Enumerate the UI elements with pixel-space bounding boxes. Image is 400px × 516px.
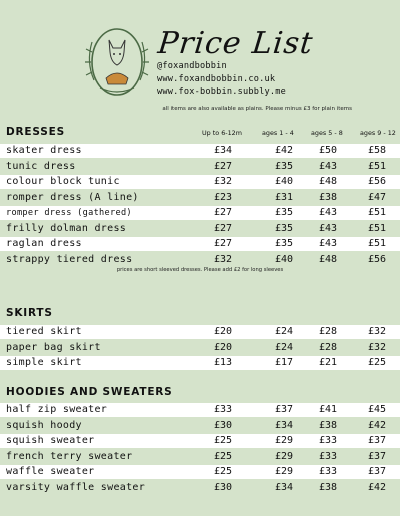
- table-row: [0, 403, 400, 417]
- price-cell: £17: [274, 357, 294, 368]
- price-cell: £37: [274, 404, 294, 415]
- price-cell: £51: [367, 160, 387, 172]
- table-row: [0, 434, 400, 448]
- col-head-2: ages 5 - 8: [311, 129, 343, 137]
- section-title-dresses: DRESSES: [6, 126, 65, 138]
- price-cell: £27: [213, 160, 233, 172]
- price-cell: £34: [274, 481, 294, 493]
- header: [0, 0, 400, 122]
- price-cell: £48: [318, 253, 338, 265]
- website-link-2[interactable]: www.fox-bobbin.subbly.me: [157, 87, 286, 98]
- item-name: frilly dolman dress: [6, 222, 127, 234]
- item-name: varsity waffle sweater: [6, 481, 146, 493]
- price-cell: £28: [318, 326, 338, 337]
- price-cell: £58: [367, 145, 387, 156]
- table-row: [0, 356, 400, 370]
- price-cell: £33: [318, 466, 338, 477]
- price-cell: £38: [318, 191, 338, 203]
- plain-items-note: all items are also available as plains. Please minus £3 for plain items: [162, 106, 352, 112]
- item-name: strappy tiered dress: [6, 253, 133, 265]
- price-cell: £29: [274, 466, 294, 477]
- price-cell: £20: [213, 326, 233, 337]
- table-row: [0, 481, 400, 495]
- price-cell: £56: [367, 176, 387, 187]
- price-cell: £48: [318, 176, 338, 187]
- price-cell: £45: [367, 404, 387, 415]
- item-name: raglan dress: [6, 238, 82, 249]
- price-cell: £29: [274, 450, 294, 462]
- price-cell: £33: [213, 404, 233, 415]
- price-cell: £42: [367, 419, 387, 431]
- price-cell: £47: [367, 191, 387, 203]
- item-name: waffle sweater: [6, 466, 95, 477]
- price-cell: £27: [213, 222, 233, 234]
- social-handle: @foxandbobbin: [157, 61, 227, 71]
- section-title-skirts: SKIRTS: [6, 307, 53, 319]
- price-cell: £27: [213, 207, 233, 218]
- table-row: [0, 175, 400, 189]
- price-cell: £35: [274, 238, 294, 249]
- price-cell: £35: [274, 222, 294, 234]
- price-cell: £51: [367, 222, 387, 234]
- price-cell: £38: [318, 481, 338, 493]
- price-cell: £24: [274, 341, 294, 353]
- table-row: [0, 144, 400, 158]
- price-cell: £34: [213, 145, 233, 156]
- table-row: [0, 465, 400, 479]
- price-cell: £25: [213, 450, 233, 462]
- price-cell: £27: [213, 238, 233, 249]
- price-cell: £13: [213, 357, 233, 368]
- price-cell: £43: [318, 207, 338, 218]
- price-cell: £20: [213, 341, 233, 353]
- table-row: [0, 341, 400, 355]
- price-cell: £56: [367, 253, 387, 265]
- item-name: romper dress (A line): [6, 191, 139, 203]
- price-cell: £32: [367, 341, 387, 353]
- price-cell: £40: [274, 176, 294, 187]
- item-name: simple skirt: [6, 357, 82, 368]
- price-cell: £42: [367, 481, 387, 493]
- table-row: [0, 206, 400, 220]
- price-cell: £25: [213, 466, 233, 477]
- table-row: [0, 450, 400, 464]
- price-cell: £32: [367, 326, 387, 337]
- price-cell: £38: [318, 419, 338, 431]
- website-link-1[interactable]: www.foxandbobbin.co.uk: [157, 74, 276, 85]
- price-cell: £33: [318, 450, 338, 462]
- price-cell: £31: [274, 191, 294, 203]
- price-cell: £30: [213, 419, 233, 431]
- item-name: romper dress (gathered): [6, 208, 132, 218]
- item-name: squish sweater: [6, 435, 95, 446]
- item-name: squish hoody: [6, 419, 82, 431]
- table-row: [0, 253, 400, 267]
- price-cell: £25: [367, 357, 387, 368]
- fox-logo: [80, 18, 154, 102]
- table-row: [0, 419, 400, 433]
- price-cell: £23: [213, 191, 233, 203]
- price-cell: £43: [318, 238, 338, 249]
- item-name: french terry sweater: [6, 450, 133, 462]
- table-row: [0, 222, 400, 236]
- price-cell: £32: [213, 176, 233, 187]
- price-cell: £50: [318, 145, 338, 156]
- price-cell: £21: [318, 357, 338, 368]
- price-cell: £25: [213, 435, 233, 446]
- price-cell: £30: [213, 481, 233, 493]
- contact-info: [157, 60, 286, 100]
- col-head-1: ages 1 - 4: [262, 129, 294, 137]
- item-name: paper bag skirt: [6, 341, 101, 353]
- price-cell: £37: [367, 450, 387, 462]
- page-title: Price List: [156, 26, 316, 61]
- item-name: colour block tunic: [6, 176, 120, 187]
- price-cell: £40: [274, 253, 294, 265]
- price-cell: £42: [274, 145, 294, 156]
- price-cell: £43: [318, 222, 338, 234]
- price-cell: £41: [318, 404, 338, 415]
- price-cell: £29: [274, 435, 294, 446]
- sleeve-note: prices are short sleeved dresses. Please add £2 for long sleeves: [116, 267, 284, 273]
- col-head-3: ages 9 - 12: [360, 129, 396, 137]
- item-name: skater dress: [6, 145, 82, 156]
- price-cell: £51: [367, 238, 387, 249]
- price-cell: £35: [274, 160, 294, 172]
- table-row: [0, 191, 400, 205]
- price-cell: £51: [367, 207, 387, 218]
- col-head-0: Up to 6-12m: [202, 129, 242, 137]
- item-name: tiered skirt: [6, 326, 82, 337]
- price-cell: £33: [318, 435, 338, 446]
- table-row: [0, 160, 400, 174]
- price-cell: £37: [367, 435, 387, 446]
- price-cell: £43: [318, 160, 338, 172]
- item-name: tunic dress: [6, 160, 76, 172]
- price-cell: £37: [367, 466, 387, 477]
- price-cell: £34: [274, 419, 294, 431]
- item-name: half zip sweater: [6, 404, 108, 415]
- price-cell: £35: [274, 207, 294, 218]
- section-title-hoodies: HOODIES AND SWEATERS: [6, 386, 173, 398]
- table-row: [0, 325, 400, 339]
- table-row: [0, 237, 400, 251]
- price-cell: £24: [274, 326, 294, 337]
- price-cell: £28: [318, 341, 338, 353]
- price-cell: £32: [213, 253, 233, 265]
